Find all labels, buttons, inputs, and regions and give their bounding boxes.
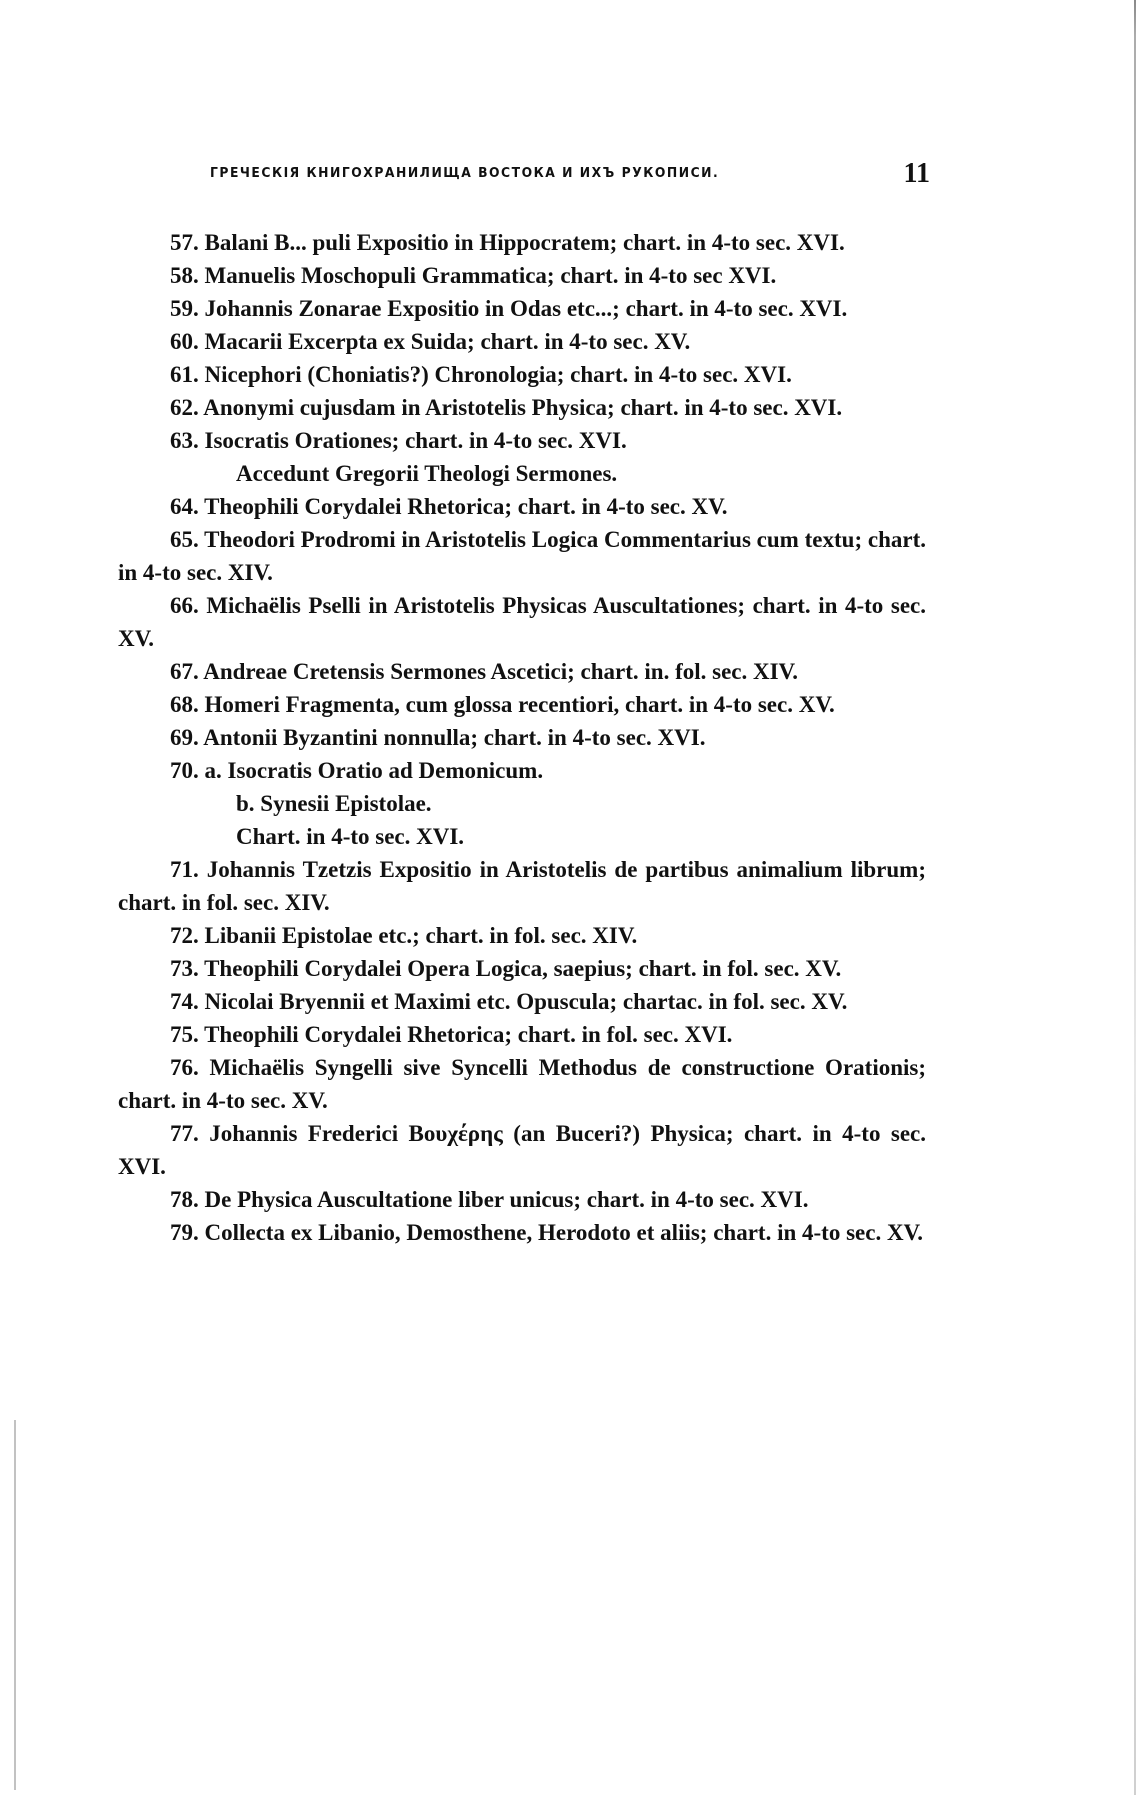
page-number: 11 [903,158,930,189]
entry-number: 63. [170,428,199,453]
entry-text: Theophili Corydalei Rhetorica; chart. in 4-to sec. XV. [204,494,728,519]
manuscript-entry [118,523,926,589]
entry-text: Anonymi cujusdam in Aristotelis Physica; chart. in 4-to sec. XVI. [203,395,843,420]
manuscript-entry [118,721,926,754]
entry-text: Michaëlis Syngelli sive Syncelli Methodus de constructione Orationis; chart. in 4-to sec. XV. [118,1055,926,1113]
entry-subline: Chart. in 4-to sec. XVI. [236,824,465,849]
running-head: ГРЕЧЕСКІЯ КНИГОХРАНИЛИЩА ВОСТОКА И ИХЪ РУКОПИСИ. [210,166,720,181]
entry-number: 62. [170,395,199,420]
entry-text: Manuelis Moschopuli Grammatica; chart. in 4-to sec XVI. [204,263,777,288]
entry-number: 70. [170,758,199,783]
manuscript-entry [118,952,926,985]
manuscript-entry [118,1018,926,1051]
entry-number: 79. [170,1220,199,1245]
entry-number: 66. [170,593,199,618]
entry-text: Antonii Byzantini nonnulla; chart. in 4-to sec. XVI. [203,725,706,750]
entry-text: Johannis Frederici Βουχέρης (an Buceri?) Physica; chart. in 4-to sec. XVI. [118,1121,927,1179]
entry-text: Andreae Cretensis Sermones Ascetici; chart. in. fol. sec. XIV. [203,659,798,684]
entry-text: Macarii Excerpta ex Suida; chart. in 4-to sec. XV. [204,329,691,354]
entry-number: 67. [170,659,199,684]
manuscript-list [118,226,926,1249]
manuscript-entry [118,655,926,688]
manuscript-entry [118,358,926,391]
entry-number: 68. [170,692,199,717]
manuscript-entry [118,919,926,952]
manuscript-entry [118,985,926,1018]
entry-text: Balani B... puli Expositio in Hippocratem; chart. in 4-to sec. XVI. [204,230,845,255]
entry-text: Homeri Fragmenta, cum glossa recentiori, chart. in 4-to sec. XV. [204,692,835,717]
entry-number: 75. [170,1022,199,1047]
scan-edge-left [14,1420,16,1790]
entry-number: 60. [170,329,199,354]
entry-text: Nicephori (Choniatis?) Chronologia; chart. in 4-to sec. XVI. [204,362,792,387]
entry-number: 72. [170,923,199,948]
entry-number: 71. [170,857,199,882]
manuscript-entry [118,1216,926,1249]
entry-subline: b. Synesii Epistolae. [236,791,432,816]
entry-text: Theophili Corydalei Rhetorica; chart. in fol. sec. XVI. [204,1022,733,1047]
manuscript-entry [118,292,926,325]
entry-number: 64. [170,494,199,519]
manuscript-entry [118,754,926,787]
entry-text: Nicolai Bryennii et Maximi etc. Opuscula; chartac. in fol. sec. XV. [204,989,848,1014]
entry-subline: Accedunt Gregorii Theologi Sermones. [236,461,618,486]
entry-number: 76. [170,1055,199,1080]
entry-number: 58. [170,263,199,288]
entry-number: 65. [170,527,199,552]
entry-text: Libanii Epistolae etc.; chart. in fol. sec. XIV. [204,923,638,948]
manuscript-entry [118,688,926,721]
entry-text: Theodori Prodromi in Aristotelis Logica Commentarius cum textu; chart. in 4-to sec. XIV. [118,527,926,585]
manuscript-entry [118,325,926,358]
manuscript-entry [118,853,926,919]
entry-text: Johannis Tzetzis Expositio in Aristotelis de partibus animalium librum; chart. in fol. sec. XIV. [118,857,926,915]
entry-number: 73. [170,956,199,981]
manuscript-entry [118,259,926,292]
entry-text: Theophili Corydalei Opera Logica, saepius; chart. in fol. sec. XV. [204,956,842,981]
entry-text: Michaëlis Pselli in Aristotelis Physicas Auscultationes; chart. in 4-to sec. XV. [118,593,926,651]
entry-text: De Physica Auscultatione liber unicus; chart. in 4-to sec. XVI. [204,1187,809,1212]
entry-text: a. Isocratis Oratio ad Demonicum. [204,758,544,783]
entry-number: 78. [170,1187,199,1212]
manuscript-entry [118,490,926,523]
entry-text: Collecta ex Libanio, Demosthene, Herodoto et aliis; chart. in 4-to sec. XV. [204,1220,923,1245]
manuscript-entry [118,1183,926,1216]
page-header [210,158,930,194]
entry-number: 77. [170,1121,199,1146]
manuscript-entry [118,1117,926,1183]
manuscript-entry [118,226,926,259]
manuscript-entry [118,1051,926,1117]
manuscript-entry [118,391,926,424]
manuscript-entry [118,424,926,457]
entry-text: Isocratis Orationes; chart. in 4-to sec. XVI. [204,428,627,453]
manuscript-entry [118,589,926,655]
entry-number: 59. [170,296,199,321]
entry-number: 57. [170,230,199,255]
scan-edge-right [1134,0,1136,1795]
entry-number: 61. [170,362,199,387]
entry-number: 69. [170,725,199,750]
entry-number: 74. [170,989,199,1014]
entry-text: Johannis Zonarae Expositio in Odas etc...; chart. in 4-to sec. XVI. [204,296,848,321]
